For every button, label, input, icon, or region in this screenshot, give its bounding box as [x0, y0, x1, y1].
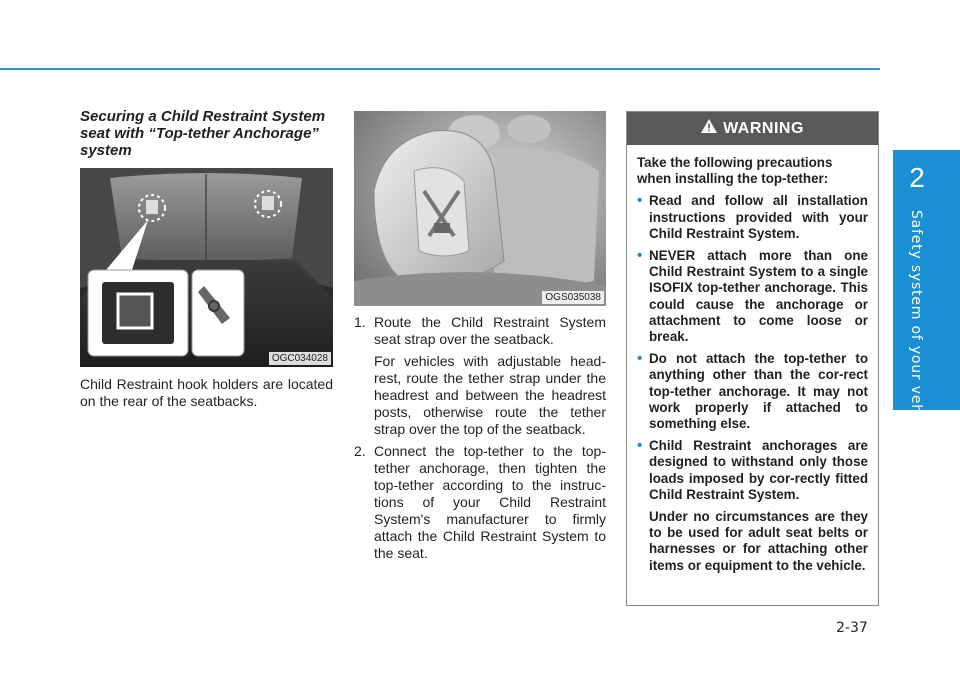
warning-item-text: Do not attach the top-tether to anything other than the cor-rect top-tether anchorage. It may not work properly if attached to something else. — [649, 351, 868, 432]
warning-item — [637, 248, 868, 345]
section-title: Securing a Child Restraint System seat with “Top-tether Anchorage” system — [80, 108, 326, 159]
warning-header — [627, 112, 878, 145]
chapter-number: 2 — [909, 162, 925, 193]
warning-intro: Take the following precautions when installing the top-tether: — [637, 155, 833, 187]
step-body — [374, 443, 606, 562]
cargo-figure — [80, 168, 333, 367]
warning-item-text: NEVER attach more than one Child Restraint System to a single ISOFIX top-tether anchorage. This could cause the anchorage or attachment to come loose or break. — [649, 248, 868, 345]
step-body — [374, 314, 606, 438]
step-number: 1. — [354, 314, 366, 330]
bullet-icon: • — [637, 247, 643, 265]
step-subtext: For vehicles with adjustable head-rest, route the tether strap under the headrest and between the headrest posts, otherwise route the tether strap over the top of the seatback. — [374, 353, 606, 437]
warning-item-content — [649, 438, 868, 574]
step-item — [354, 314, 606, 438]
chapter-title: Safety system of your vehicle — [908, 210, 924, 442]
step-item — [354, 443, 606, 562]
warning-item — [637, 193, 868, 242]
bullet-icon: • — [637, 350, 643, 368]
warning-body — [627, 145, 878, 574]
seat-illustration — [354, 111, 606, 306]
warning-item — [637, 351, 868, 432]
page-number: 2-37 — [836, 620, 868, 636]
instruction-steps — [354, 314, 606, 562]
bullet-icon: • — [637, 192, 643, 210]
step-text: Route the Child Restraint System seat strap over the seatback. — [374, 314, 606, 347]
warning-item-text: Child Restraint anchorages are designed to withstand only those loads imposed by cor-rectly fitted Child Restraint System. — [649, 438, 868, 502]
cargo-illustration — [80, 168, 333, 367]
figure-code: OGS035038 — [542, 291, 604, 304]
warning-icon — [701, 119, 717, 138]
warning-item-text: Read and follow all installation instructions provided with your Child Restraint System. — [649, 193, 868, 241]
warning-closing: Under no circumstances are they to be used for adult seat belts or harnesses or for attaching other items or equipment to the vehicle. — [649, 509, 868, 573]
bullet-icon: • — [637, 437, 643, 455]
seat-figure — [354, 111, 606, 306]
warning-item — [637, 438, 868, 574]
warning-box — [626, 111, 879, 606]
step-text: Connect the top-tether to the top-tether anchorage, then tighten the top-tether according to the instruc-tions of your Child Restraint System's manufacturer to firmly attach the Child Restraint System to the seat. — [374, 443, 606, 561]
hook-holder-text: Child Restraint hook holders are located on the rear of the seatbacks. — [80, 376, 333, 409]
step-number: 2. — [354, 443, 366, 459]
figure-code: OGC034028 — [269, 352, 331, 365]
warning-title: WARNING — [723, 119, 804, 137]
header-rule — [0, 68, 880, 70]
